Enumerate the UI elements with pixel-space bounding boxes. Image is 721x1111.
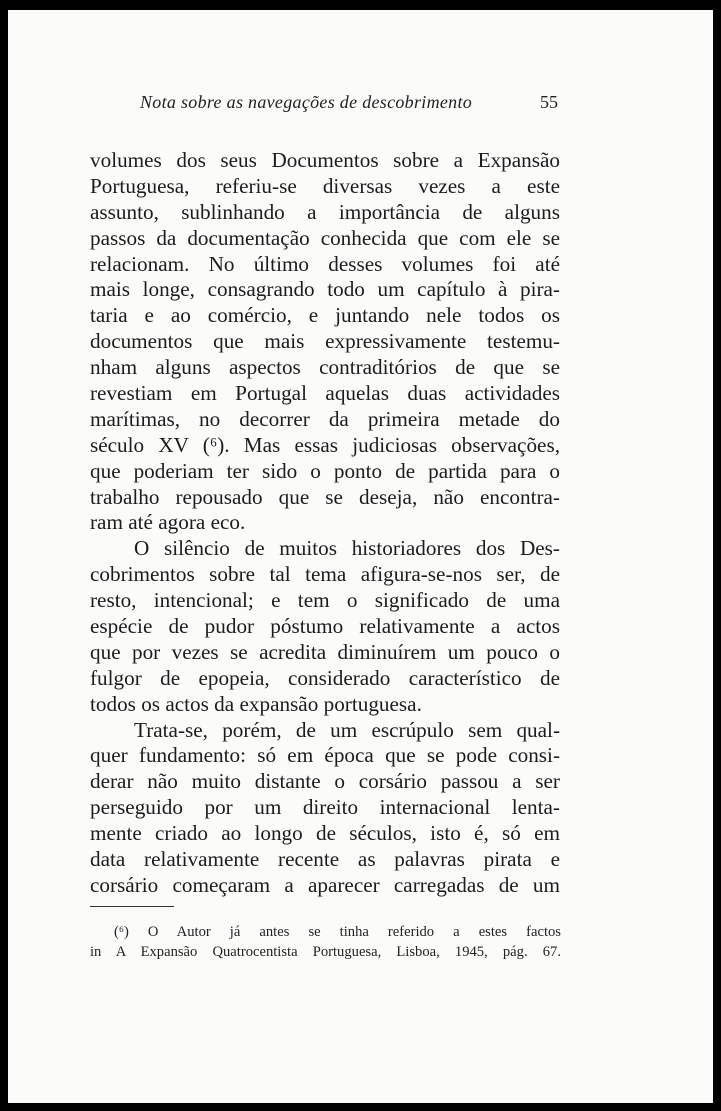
page-number: 55 [540,92,558,112]
text-line: mais longe, consagrando todo um capítulo à pira- [90,277,560,302]
book-page [8,10,713,1103]
text-line: perseguido por um direito internacional lenta- [90,795,560,820]
text-line: O silêncio de muitos historiadores dos Des- [134,536,560,561]
text-line: fulgor de epopeia, considerado característico de [90,665,560,690]
text-line: volumes dos seus Documentos sobre a Expansão [90,148,560,172]
text-line: relacionam. No último desses volumes foi até [90,251,560,276]
text-line: nham alguns aspectos contraditórios de que se [90,355,560,380]
page-header [8,92,713,116]
paragraph-2 [90,536,560,717]
text-line: derar não muito distante o corsário passou a ser [90,769,560,794]
text-line: século XV (⁶). Mas essas judiciosas observações, [90,432,560,457]
body-text [90,148,560,899]
paragraph-1 [90,148,560,536]
text-line: documentos que mais expressivamente testemu- [90,329,560,354]
text-line: mente criado ao longo de séculos, isto é, só em [90,821,560,846]
text-line: assunto, sublinhando a importância de alguns [90,199,560,224]
text-line: espécie de pudor póstumo relativamente a actos [90,614,560,639]
text-line: todos os actos da expansão portuguesa. [90,691,422,716]
footnote-line: (⁶) O Autor já antes se tinha referido a estes factos [114,924,561,940]
text-line: taria e ao comércio, e juntando nele todos os [90,303,560,328]
text-line: Portuguesa, referiu-se diversas vezes a este [90,173,560,198]
text-line: data relativamente recente as palavras pirata e [90,847,560,872]
text-line: revestiam em Portugal aquelas duas actividades [90,381,560,406]
text-line: que por vezes se acredita diminuírem um pouco o [90,639,560,664]
footnote [90,922,561,962]
text-line: quer fundamento: só em época que se pode consi- [90,743,560,768]
text-line: passos da documentação conhecida que com ele se [90,225,560,250]
text-line: que poderiam ter sido o ponto de partida para o [90,458,560,483]
text-line: resto, intencional; e tem o significado de uma [90,588,560,613]
footnote-line: in A Expansão Quatrocentista Portuguesa, Lisboa, 1945, pág. 67. [90,944,561,960]
paragraph-3 [90,718,560,899]
footnote-divider [90,906,174,907]
text-line: trabalho repousado que se deseja, não encontra- [90,484,560,509]
text-line: ram até agora eco. [90,510,246,535]
running-title: Nota sobre as navegações de descobrimento [140,92,473,112]
text-line: Trata-se, porém, de um escrúpulo sem qual- [134,717,560,742]
text-line: marítimas, no decorrer da primeira metade do [90,406,560,431]
text-line: cobrimentos sobre tal tema afigura-se-nos ser, de [90,562,560,587]
text-line: corsário começaram a aparecer carregadas de um [90,872,560,897]
